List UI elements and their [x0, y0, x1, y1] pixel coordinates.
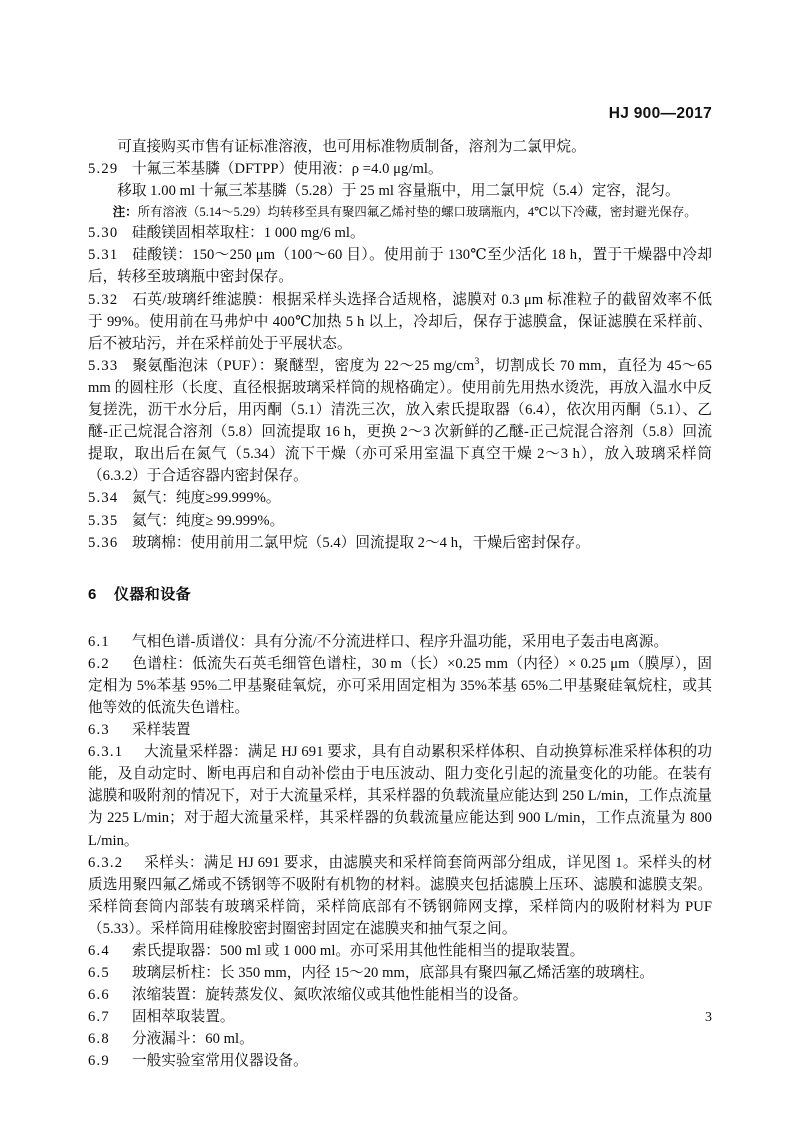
clause-paragraph: [88, 1050, 712, 1072]
clause-number: 5.30: [88, 225, 119, 242]
clause-paragraph: [88, 653, 712, 719]
clause-paragraph: [88, 244, 712, 288]
clause-number: 6.3.1: [88, 744, 124, 761]
superscript: 3: [474, 355, 480, 367]
note-text: 所有溶液（5.14～5.29）均转移至具有聚四氟乙烯衬垫的螺口玻璃瓶内，4℃以下冷藏，密封避光保存。: [137, 205, 697, 220]
clause-paragraph: [88, 487, 712, 509]
clause-number: 5.36: [88, 534, 119, 551]
clause-number: 5.29: [88, 161, 119, 178]
clause-text: 一般实验室常用仪器设备。: [132, 1053, 308, 1070]
body-paragraph: 移取 1.00 ml 十氟三苯基膦（5.28）于 25 ml 容量瓶中，用二氯甲烷（5.4）定容，混匀。: [117, 183, 680, 200]
section-title: 仪器和设备: [114, 585, 192, 603]
clause-paragraph: [88, 158, 712, 180]
clause-paragraph: [88, 631, 712, 653]
clause-paragraph: [88, 532, 712, 554]
clause-number: 6.3: [88, 722, 110, 739]
document-body: [88, 136, 712, 1073]
clause-number: 5.33: [88, 357, 119, 374]
clause-text: 玻璃层析柱：长 350 mm，内径 15～20 mm，底部具有聚四氟乙烯活塞的玻璃柱。: [132, 965, 654, 982]
clause-number: 6.8: [88, 1031, 110, 1048]
clause-paragraph: [88, 719, 712, 741]
clause-text: 大流量采样器：满足 HJ 691 要求，具有自动累积采样体积、自动换算标准采样体积的功能，及自动定时、断电再启和自动补偿由于电压波动、阻力变化引起的流量变化的功能。在装有滤膜和吸附剂的情况下，对于大流量采样，其采样器的负载流量应能达到 250 L/min，工作点流量为 225 L/min；对于超大流量采样，其采样器的负载流量应能达到 900 L/min，工作点流量为 800 L/min。: [88, 744, 712, 849]
clause-paragraph: [88, 289, 712, 355]
clause-text: 分液漏斗：60 ml。: [132, 1031, 254, 1048]
clause-text: 玻璃棉：使用前用二氯甲烷（5.4）回流提取 2～4 h，干燥后密封保存。: [132, 534, 590, 551]
clause-text: 浓缩装置：旋转蒸发仪、氮吹浓缩仪或其他性能相当的设备。: [132, 987, 528, 1004]
clause-paragraph: [88, 741, 712, 851]
section-number: 6: [88, 585, 97, 603]
clause-text: 氮气：纯度≥99.999%。: [132, 490, 281, 507]
clause-text: 硅酸镁固相萃取柱：1 000 mg/6 ml。: [132, 225, 365, 242]
clause-text: 硅酸镁：150～250 μm（100～60 目）。使用前于 130℃至少活化 18 h，置于干燥器中冷却后，转移至玻璃瓶中密封保存。: [88, 247, 712, 286]
clause-number: 6.2: [88, 655, 110, 672]
clause-paragraph: [88, 1028, 712, 1050]
clause-text: 聚氨酯泡沫（PUF）：聚醚型，密度为 22～25 mg/cm: [132, 357, 475, 374]
clause-paragraph: [88, 962, 712, 984]
clause-paragraph: [88, 222, 712, 244]
clause-paragraph: [88, 940, 712, 962]
note-label: 注：: [112, 205, 138, 220]
body-paragraph: 可直接购买市售有证标准溶液，也可用标准物质制备，溶剂为二氯甲烷。: [117, 139, 586, 155]
clause-number: 6.1: [88, 633, 110, 650]
clause-number: 6.9: [88, 1053, 110, 1070]
clause-text: 氦气：纯度≥ 99.999%。: [132, 512, 285, 529]
clause-number: 6.3.2: [88, 854, 124, 871]
clause-text-continued: ，切割成长 70 mm，直径为 45～65 mm 的圆柱形（长度、直径根据玻璃采样筒的规格确定）。使用前先用热水烫洗，再放入温水中反复搓洗，沥干水分后，用丙酮（5.1）清洗三次，放入索氏提取器（6.4），依次用丙酮（5.1）、乙醚-正己烷混合溶剂（5.8）回流提取 16 h，更换 2～3 次新鲜的乙醚-正己烷混合溶剂（5.8）回流提取，取出后在氮气（5.34）流下干燥（亦可采用室温下真空干燥 2～3 h），放入玻璃采样筒（6.3.2）于合适容器内密封保存。: [88, 357, 712, 485]
section-heading: [88, 583, 712, 604]
clause-paragraph: [88, 355, 712, 488]
clause-text: 采样装置: [132, 722, 191, 739]
spacer: [88, 604, 712, 631]
clause-text: 采样头：满足 HJ 691 要求，由滤膜夹和采样筒套筒两部分组成，详见图 1。采样头的材质选用聚四氟乙烯或不锈钢等不吸附有机物的材料。滤膜夹包括滤膜上压环、滤膜和滤膜支架。采样筒套筒内部装有玻璃采样筒，采样筒底部有不锈钢筛网支撑，采样筒内的吸附材料为 PUF（5.33）。采样筒用硅橡胶密封圈密封固定在滤膜夹和抽气泵之间。: [88, 854, 712, 937]
clause-number: 6.4: [88, 943, 110, 959]
spacer: [88, 554, 712, 583]
note-paragraph: [88, 202, 712, 222]
clause-number: 5.35: [88, 512, 119, 529]
clause-text: 固相萃取装置。: [132, 1009, 235, 1026]
clause-number: 6.7: [88, 1009, 110, 1026]
page-header-standard-code: HJ 900—2017: [608, 105, 712, 122]
clause-text: 气相色谱-质谱仪：具有分流/不分流进样口、程序升温功能，采用电子轰击电离源。: [132, 633, 669, 650]
clause-number: 6.6: [88, 987, 110, 1004]
clause-paragraph: [88, 510, 712, 532]
clause-number: 5.31: [88, 247, 119, 264]
clause-text: 色谱柱：低流失石英毛细管色谱柱，30 m（长）×0.25 mm（内径）× 0.25 μm（膜厚），固定相为 5%苯基 95%二甲基聚硅氧烷，亦可采用固定相为 35%苯基 65%二甲基聚硅氧烷柱，或其他等效的低流失色谱柱。: [88, 655, 712, 716]
clause-text: 索氏提取器：500 ml 或 1 000 ml。亦可采用其他性能相当的提取装置。: [132, 943, 585, 959]
page-number: 3: [705, 1010, 712, 1025]
clause-text: 十氟三苯基膦（DFTPP）使用液：ρ =4.0 μg/ml。: [132, 161, 443, 178]
clause-paragraph: [88, 852, 712, 940]
clause-number: 6.5: [88, 965, 110, 982]
clause-number: 5.34: [88, 490, 119, 507]
clause-text: 石英/玻璃纤维滤膜：根据采样头选择合适规格，滤膜对 0.3 μm 标准粒子的截留效率不低于 99%。使用前在马弗炉中 400℃加热 5 h 以上，冷却后，保存于滤膜盒，保证滤膜在采样前、后不被玷污，并在采样前处于平展状态。: [88, 291, 712, 352]
clause-paragraph: [88, 984, 712, 1006]
clause-number: 5.32: [88, 291, 119, 308]
